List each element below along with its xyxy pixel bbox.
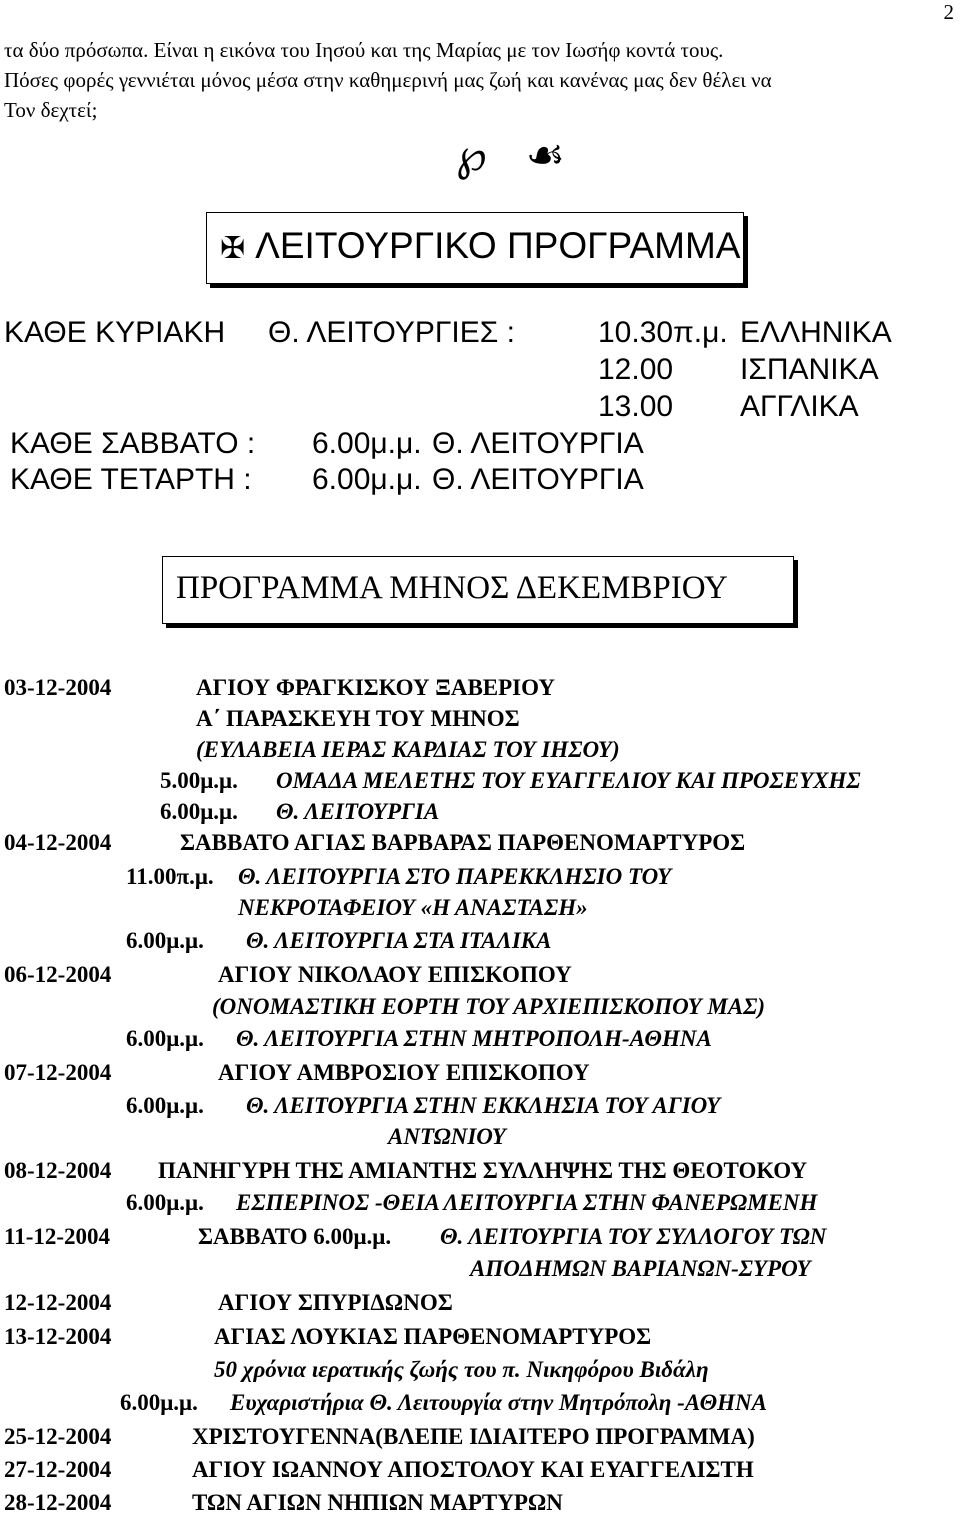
page-number: 2 <box>943 0 954 24</box>
event-time: 6.00μ.μ. <box>160 799 238 824</box>
event-title: ΧΡΙΣΤΟΥΓΕΝΝΑ(ΒΛΕΠΕ ΙΔΙΑΙΤΕΡΟ ΠΡΟΓΡΑΜΜΑ) <box>192 1424 755 1449</box>
event-line: ΑΠΟΔΗΜΩΝ ΒΑΡΙΑΝΩΝ-ΣΥΡΟΥ <box>470 1256 811 1281</box>
event-time: 11.00π.μ. <box>126 864 214 889</box>
event-title: ΑΓΙΟΥ ΣΠΥΡΙΔΩΝΟΣ <box>218 1290 453 1315</box>
liturgy-program-title: ΛΕΙΤΟΥΡΓΙΚΟ ΠΡΟΓΡΑΜΜΑ <box>255 225 741 266</box>
event-line: Θ. ΛΕΙΤΟΥΡΓΙΑ ΣΤΑ ΙΤΑΛΙΚΑ <box>246 928 552 953</box>
wednesday-label: ΚΑΘΕ ΤΕΤΑΡΤΗ : <box>10 463 252 496</box>
sunday-label: ΚΑΘΕ ΚΥΡΙΑΚΗ <box>4 316 226 349</box>
event-date: 03-12-2004 <box>4 675 112 700</box>
sunday-lang-2: ΙΣΠΑΝΙΚΑ <box>740 353 879 386</box>
wednesday-service: Θ. ΛΕΙΤΟΥΡΓΙΑ <box>432 463 644 496</box>
event-line: ΟΜΑΔΑ ΜΕΛΕΤΗΣ ΤΟΥ ΕΥΑΓΓΕΛΙΟΥ ΚΑΙ ΠΡΟΣΕΥΧΗΣ <box>276 768 861 793</box>
event-time: 6.00μ.μ. <box>120 1390 198 1415</box>
saturday-service: Θ. ΛΕΙΤΟΥΡΓΙΑ <box>432 427 644 460</box>
event-date: 07-12-2004 <box>4 1060 112 1085</box>
event-title: ΑΓΙΟΥ ΙΩΑΝΝΟΥ ΑΠΟΣΤΟΛΟΥ ΚΑΙ ΕΥΑΓΓΕΛΙΣΤΗ <box>192 1457 754 1482</box>
event-line: Θ. ΛΕΙΤΟΥΡΓΙΑ ΣΤΟ ΠΑΡΕΚΚΛΗΣΙΟ ΤΟΥ <box>238 864 672 889</box>
intro-line-2: Πόσες φορές γεννιέται μόνος μέσα στην καθημερινή μας ζωή και κανένας μας δεν θέλει να <box>4 68 772 92</box>
event-time: 6.00μ.μ. <box>126 1190 204 1215</box>
intro-line-3: Τον δεχτεί; <box>4 98 98 122</box>
month-program-title: ΠΡΟΓΡΑΜΜΑ ΜΗΝΟΣ ΔΕΚΕΜΒΡΙΟΥ <box>176 570 728 606</box>
event-line: ΑΝΤΩΝΙΟΥ <box>388 1124 506 1149</box>
sunday-service: Θ. ΛΕΙΤΟΥΡΓΙΕΣ : <box>268 316 515 349</box>
sunday-time-2: 12.00 <box>598 353 674 386</box>
event-date: 11-12-2004 <box>4 1224 111 1249</box>
event-date: 06-12-2004 <box>4 962 112 987</box>
cross-icon: ✠ <box>220 232 246 265</box>
sunday-time-3: 13.00 <box>598 390 674 423</box>
event-time: 6.00μ.μ. <box>126 928 204 953</box>
event-time: 5.00μ.μ. <box>160 768 238 793</box>
event-line: Θ. ΛΕΙΤΟΥΡΓΙΑ ΣΤΗΝ ΜΗΤΡΟΠΟΛΗ-ΑΘΗΝΑ <box>236 1026 712 1051</box>
event-title: ΑΓΙΑΣ ΛΟΥΚΙΑΣ ΠΑΡΘΕΝΟΜΑΡΤΥΡΟΣ <box>214 1324 652 1349</box>
event-line: ΕΣΠΕΡΙΝΟΣ -ΘΕΙΑ ΛΕΙΤΟΥΡΓΙΑ ΣΤΗΝ ΦΑΝΕΡΩΜΕΝΗ <box>236 1190 818 1215</box>
event-line: Θ. ΛΕΙΤΟΥΡΓΙΑ ΤΟΥ ΣΥΛΛΟΓΟΥ ΤΩΝ <box>440 1224 827 1249</box>
sunday-lang-1: ΕΛΛΗΝΙΚΑ <box>740 316 892 349</box>
sunday-time-1: 10.30π.μ. <box>598 316 728 349</box>
event-date: 04-12-2004 <box>4 830 112 855</box>
saturday-time: 6.00μ.μ. <box>312 427 422 460</box>
event-date: 27-12-2004 <box>4 1457 112 1482</box>
event-line: Ευχαριστήρια Θ. Λειτουργία στην Μητρόπολη -ΑΘΗΝΑ <box>230 1390 767 1415</box>
month-program-box <box>162 556 796 626</box>
event-date: 25-12-2004 <box>4 1424 112 1449</box>
event-date: 08-12-2004 <box>4 1158 112 1183</box>
event-time: 6.00μ.μ. <box>126 1026 204 1051</box>
event-title: ΤΩΝ ΑΓΙΩΝ ΝΗΠΙΩΝ ΜΑΡΤΥΡΩΝ <box>192 1490 563 1515</box>
event-line: 50 χρόνια ιερατικής ζωής του π. Νικηφόρου Βιδάλη <box>214 1357 709 1382</box>
event-line: ΝΕΚΡΟΤΑΦΕΙΟΥ «Η ΑΝΑΣΤΑΣΗ» <box>238 895 588 920</box>
saturday-label: ΚΑΘΕ ΣΑΒΒΑΤΟ : <box>10 427 256 460</box>
event-line: Α΄ ΠΑΡΑΣΚΕΥΗ ΤΟΥ ΜΗΝΟΣ <box>196 706 520 731</box>
event-line: (ΟΝΟΜΑΣΤΙΚΗ ΕΟΡΤΗ ΤΟΥ ΑΡΧΙΕΠΙΣΚΟΠΟΥ ΜΑΣ) <box>212 994 766 1019</box>
liturgy-program-box <box>206 212 746 286</box>
ornament: ℘ ☙ <box>456 131 580 180</box>
intro-line-1: τα δύο πρόσωπα. Είναι η εικόνα του Ιησού και της Μαρίας με τον Ιωσήφ κοντά τους. <box>4 38 724 62</box>
event-line: (ΕΥΛΑΒΕΙΑ ΙΕΡΑΣ ΚΑΡΔΙΑΣ ΤΟΥ ΙΗΣΟΥ) <box>196 737 620 762</box>
event-title: ΑΓΙΟΥ ΦΡΑΓΚΙΣΚΟΥ ΞΑΒΕΡΙΟΥ <box>196 675 556 700</box>
event-title: ΣΑΒΒΑΤΟ ΑΓΙΑΣ ΒΑΡΒΑΡΑΣ ΠΑΡΘΕΝΟΜΑΡΤΥΡΟΣ <box>180 830 746 855</box>
event-title: ΑΓΙΟΥ ΑΜΒΡΟΣΙΟΥ ΕΠΙΣΚΟΠΟΥ <box>218 1060 590 1085</box>
event-line: Θ. ΛΕΙΤΟΥΡΓΙΑ ΣΤΗΝ ΕΚΚΛΗΣΙΑ ΤΟΥ ΑΓΙΟΥ <box>246 1093 721 1118</box>
event-title: ΑΓΙΟΥ ΝΙΚΟΛΑΟΥ ΕΠΙΣΚΟΠΟΥ <box>218 962 572 987</box>
wednesday-time: 6.00μ.μ. <box>312 463 422 496</box>
event-date: 12-12-2004 <box>4 1290 112 1315</box>
sunday-lang-3: ΑΓΓΛΙΚΑ <box>740 390 859 423</box>
event-date: 28-12-2004 <box>4 1490 112 1515</box>
event-title: ΠΑΝΗΓΥΡΗ ΤΗΣ ΑΜΙΑΝΤΗΣ ΣΥΛΛΗΨΗΣ ΤΗΣ ΘΕΟΤΟΚΟΥ <box>158 1158 808 1183</box>
event-date: 13-12-2004 <box>4 1324 112 1349</box>
event-line: Θ. ΛΕΙΤΟΥΡΓΙΑ <box>276 799 440 824</box>
event-title: ΣΑΒΒΑΤΟ 6.00μ.μ. <box>198 1224 392 1249</box>
event-time: 6.00μ.μ. <box>126 1093 204 1118</box>
